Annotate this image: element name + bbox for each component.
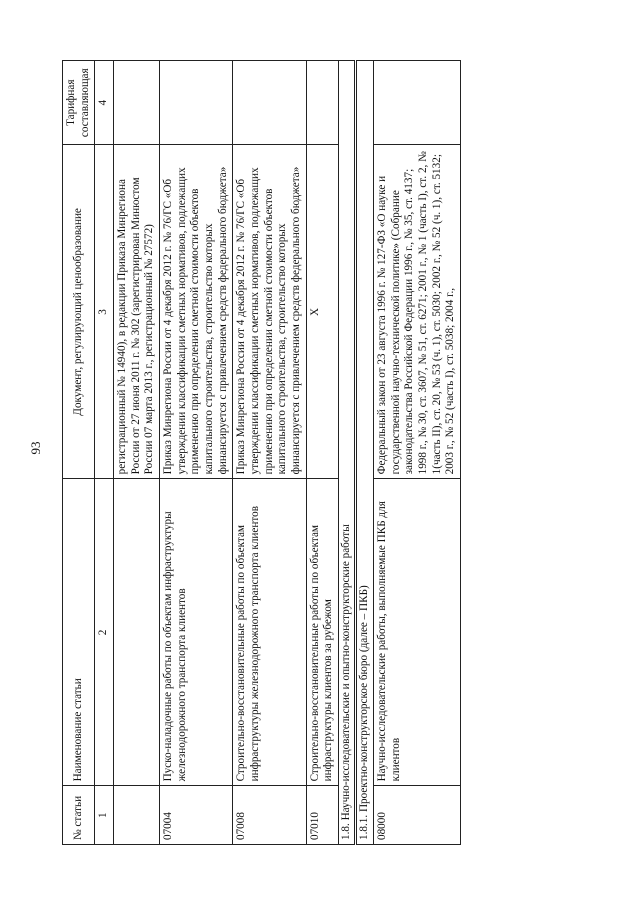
subsection-heading: 1.8.1. Проектно-конструкторское бюро (далее – ПКБ)	[356, 61, 374, 845]
row-name: Научно-исследовательские работы, выполняемые ПКБ для клиентов	[374, 479, 461, 786]
table-row	[113, 61, 159, 845]
col-number: 3	[95, 145, 114, 479]
row-document: регистрационный № 14940), в редакции Приказа Минрегиона России от 27 июня 2011 г. № 302 (зарегистрирован Минюстом России 07 марта 2013 г., регистрационный № 27572)	[113, 145, 159, 479]
row-tariff	[233, 61, 306, 145]
row-name: Пуско-наладочные работы по объектам инфраструктуры железнодорожного транспорта клиентов	[159, 479, 232, 786]
row-tariff	[159, 61, 232, 145]
header-tariff: Тарифная составляющая	[63, 61, 95, 145]
document-table-area	[62, 60, 582, 845]
header-document: Документ, регулирующий ценообразование	[63, 145, 95, 479]
col-number: 4	[95, 61, 114, 145]
col-number: 2	[95, 479, 114, 786]
row-document: Приказ Минрегиона России от 4 декабря 2012 г. № 76/ГС «Об утверждении классификации сметных нормативов, подлежащих применению при определении сметной стоимости объектов капитального строительства, строительство которых финансируется с привлечением средств федерального бюджета»	[159, 145, 232, 479]
table-row	[306, 61, 338, 845]
row-code	[113, 786, 159, 845]
header-name: Наименование статьи	[63, 479, 95, 786]
table-row	[233, 61, 306, 845]
tariff-table	[62, 60, 461, 845]
header-code: № статьи	[63, 786, 95, 845]
row-name	[113, 479, 159, 786]
header-row	[63, 61, 95, 845]
row-name: Строительно-восстановительные работы по объектам инфраструктуры клиентов за рубежом	[306, 479, 338, 786]
row-code: 08000	[374, 786, 461, 845]
row-document: Федеральный закон от 23 августа 1996 г. № 127-ФЗ «О науке и государственной научно-технической политике» (Собрание законодательства Российской Федерации 1996 г., № 35, ст. 4137; 1998 г., № 30, ст. 3607, № 51, ст. 6271; 2001 г., № 1 (часть I), ст. 2, № 1(часть II), ст. 20, № 53 (ч. 1), ст. 5030; 2002 г., № 52 (ч. 1), ст. 5132; 2003 г., № 52 (часть I), ст. 5038; 2004 г.,	[374, 145, 461, 479]
subsection-row	[356, 61, 374, 845]
row-document: Приказ Минрегиона России от 4 декабря 2012 г. № 76/ГС «Об утверждении классификации сметных нормативов, подлежащих применению при определении сметной стоимости объектов капитального строительства, строительство которых финансируется с привлечением средств федерального бюджета»	[233, 145, 306, 479]
table-row	[374, 61, 461, 845]
row-code: 07008	[233, 786, 306, 845]
page-number: 93	[28, 441, 43, 455]
row-tariff	[113, 61, 159, 145]
table-row	[159, 61, 232, 845]
row-tariff	[306, 61, 338, 145]
row-code: 07010	[306, 786, 338, 845]
row-tariff	[374, 61, 461, 145]
section-heading: 1.8. Научно-исследовательские и опытно-конструкторские работы	[338, 61, 356, 845]
col-number: 1	[95, 786, 114, 845]
section-row	[338, 61, 356, 845]
row-name: Строительно-восстановительные работы по объектам инфраструктуры железнодорожного транспорта клиентов	[233, 479, 306, 786]
row-document: X	[306, 145, 338, 479]
row-code: 07004	[159, 786, 232, 845]
column-number-row	[95, 61, 114, 845]
